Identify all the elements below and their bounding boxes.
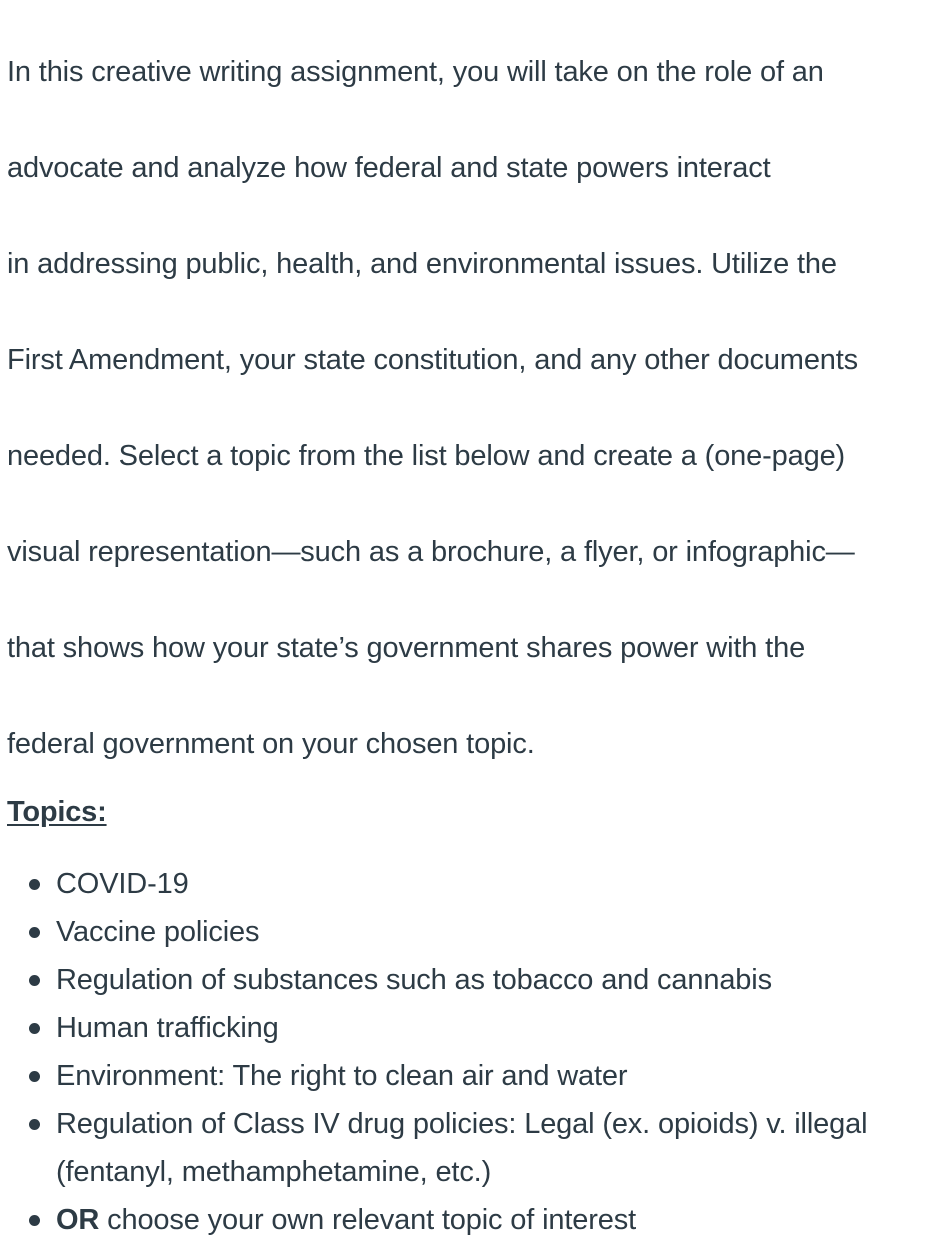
- topics-list: [7, 860, 952, 1244]
- topic-text: Regulation of Class IV drug policies: Legal (ex. opioids) v. illegal (fentanyl, methamphetamine, etc.): [56, 1108, 868, 1188]
- topic-text: Human trafficking: [56, 1012, 279, 1044]
- intro-line: First Amendment, your state constitution, and any other documents: [7, 344, 859, 376]
- topic-text: Regulation of substances such as tobacco and cannabis: [56, 964, 772, 996]
- topic-item: [7, 1052, 946, 1100]
- topic-text: COVID-19: [56, 868, 189, 900]
- bullet-icon: [29, 879, 40, 890]
- topic-item: [7, 1004, 946, 1052]
- topic-text: choose your own relevant topic of interest: [99, 1204, 636, 1236]
- topic-item: [7, 908, 946, 956]
- intro-line: In this creative writing assignment, you will take on the role of an: [7, 56, 824, 88]
- topic-lead-or: OR: [56, 1204, 100, 1236]
- topic-text: Vaccine policies: [56, 916, 260, 948]
- topic-text: Environment: The right to clean air and water: [56, 1060, 628, 1092]
- assignment-intro: [7, 0, 952, 768]
- intro-line: needed. Select a topic from the list below and create a (one-page): [7, 440, 846, 472]
- intro-line: in addressing public, health, and environmental issues. Utilize the: [7, 248, 837, 280]
- topics-heading: Topics:: [7, 796, 107, 828]
- topic-item: [7, 956, 946, 1004]
- bullet-icon: [29, 975, 40, 986]
- topic-item: [7, 1100, 946, 1196]
- intro-line: advocate and analyze how federal and state powers interact: [7, 152, 771, 184]
- bullet-icon: [29, 1071, 40, 1082]
- intro-line: federal government on your chosen topic.: [7, 728, 535, 760]
- topic-item: [7, 1196, 946, 1244]
- bullet-icon: [29, 1215, 40, 1226]
- bullet-icon: [29, 1119, 40, 1130]
- intro-line: that shows how your state’s government shares power with the: [7, 632, 806, 664]
- topic-item: [7, 860, 946, 908]
- bullet-icon: [29, 927, 40, 938]
- bullet-icon: [29, 1023, 40, 1034]
- intro-line: visual representation—such as a brochure, a flyer, or infographic—: [7, 536, 855, 568]
